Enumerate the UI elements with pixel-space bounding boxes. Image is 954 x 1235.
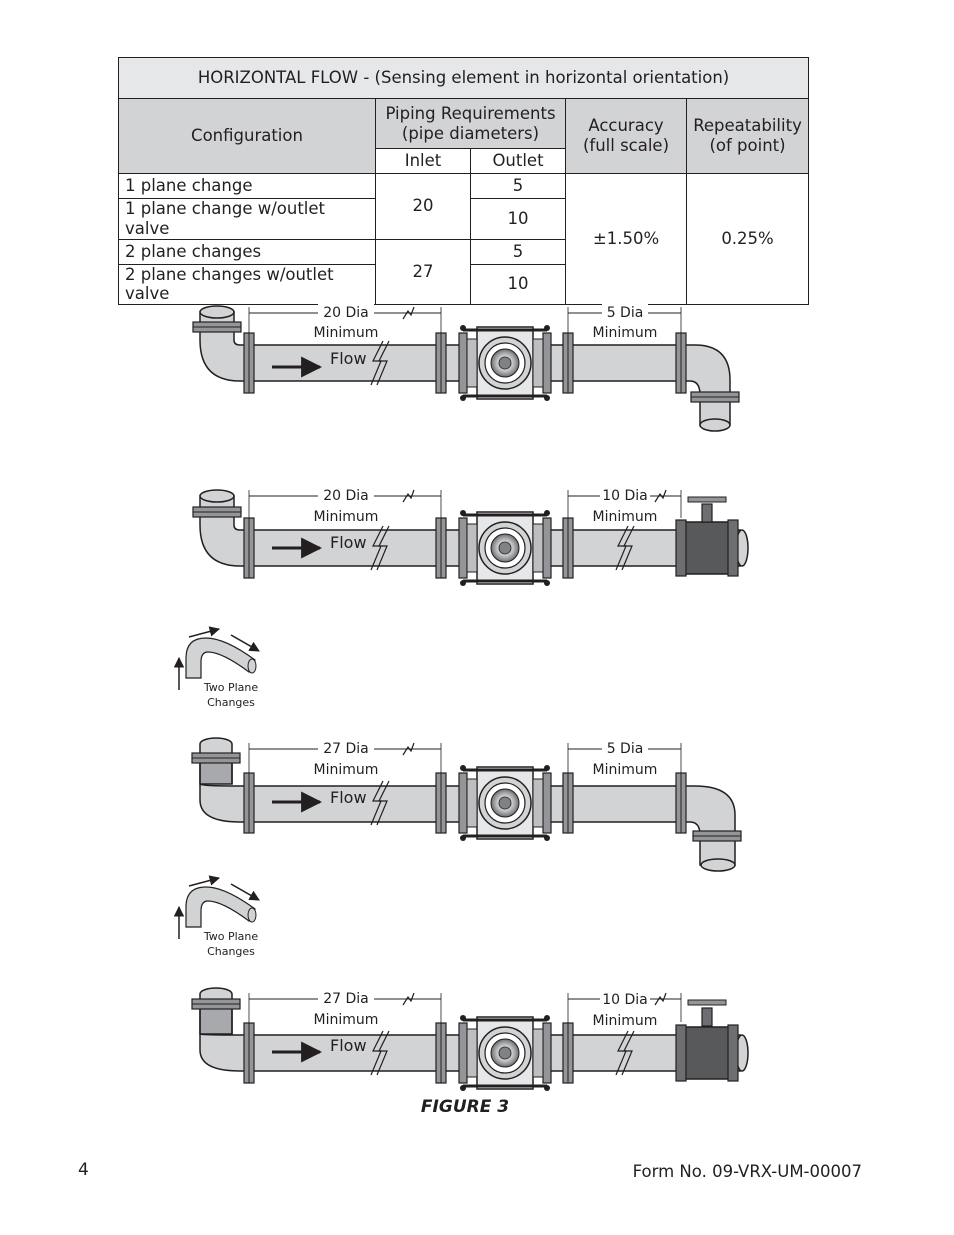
header-configuration: Configuration — [119, 99, 376, 174]
inlet-minimum-label: Minimum — [313, 1012, 379, 1028]
header-accuracy-line1: Accuracy — [588, 116, 664, 136]
header-accuracy-line2: (full scale) — [582, 136, 670, 155]
flow-label: Flow — [330, 788, 367, 807]
repeatability-value: 0.25% — [687, 174, 809, 305]
two-plane-changes-icon — [179, 878, 259, 958]
diagram-2-plane-changes — [192, 738, 741, 871]
inlet-dimension-label: 27 Dia — [323, 991, 369, 1007]
inlet-dimension-label: 20 Dia — [323, 305, 369, 321]
inlet-dimension-label: 27 Dia — [323, 741, 369, 757]
header-repeatability-line2: (of point) — [709, 136, 786, 155]
row-outlet: 5 — [471, 174, 566, 199]
row-outlet: 10 — [471, 199, 566, 240]
header-inlet: Inlet — [376, 149, 471, 174]
outlet-dimension-label: 5 Dia — [606, 305, 644, 321]
outlet-minimum-label: Minimum — [592, 762, 658, 778]
two-plane-label-line1: Two Plane — [203, 681, 259, 694]
inlet-minimum-label: Minimum — [313, 509, 379, 525]
flow-label: Flow — [330, 349, 367, 368]
diagram-1-plane-change — [193, 304, 739, 431]
header-piping-line2: (pipe diameters) — [401, 123, 540, 143]
diagram-1-plane-change-outlet-valve — [193, 487, 748, 586]
row-configuration: 1 plane change w/outlet valve — [119, 199, 376, 240]
inlet-minimum-label: Minimum — [313, 762, 379, 778]
diagram-2-plane-changes-outlet-valve — [192, 988, 748, 1091]
two-plane-label-line1: Two Plane — [203, 930, 259, 943]
inlet-minimum-label: Minimum — [313, 325, 379, 341]
outlet-dimension-label: 10 Dia — [602, 992, 648, 1008]
accuracy-value: ±1.50% — [566, 174, 687, 305]
inlet-dimension-label: 20 Dia — [323, 488, 369, 504]
header-piping-line1: Piping Requirements — [385, 103, 556, 123]
header-outlet: Outlet — [471, 149, 566, 174]
row-configuration: 2 plane changes — [119, 239, 376, 264]
two-plane-changes-icon — [179, 629, 259, 709]
table-title: HORIZONTAL FLOW - (Sensing element in horizontal orientation) — [119, 58, 809, 99]
outlet-minimum-label: Minimum — [592, 1013, 658, 1029]
two-plane-label-line2: Changes — [207, 696, 255, 709]
outlet-valve-icon — [676, 497, 738, 576]
flow-label: Flow — [330, 533, 367, 552]
row-configuration: 1 plane change — [119, 174, 376, 199]
two-plane-label-line2: Changes — [207, 945, 255, 958]
row-outlet: 5 — [471, 239, 566, 264]
flow-label: Flow — [330, 1036, 367, 1055]
row-inlet: 27 — [376, 239, 471, 305]
row-inlet: 20 — [376, 174, 471, 240]
outlet-minimum-label: Minimum — [592, 509, 658, 525]
outlet-minimum-label: Minimum — [592, 325, 658, 341]
form-number: Form No. 09-VRX-UM-00007 — [632, 1162, 862, 1181]
page-number: 4 — [78, 1160, 89, 1180]
header-repeatability-line1: Repeatability — [693, 116, 802, 136]
outlet-dimension-label: 5 Dia — [606, 741, 644, 757]
row-outlet: 10 — [471, 264, 566, 305]
outlet-dimension-label: 10 Dia — [602, 488, 648, 504]
outlet-valve-icon — [676, 1000, 738, 1081]
figure-caption: FIGURE 3 — [420, 1097, 510, 1117]
row-configuration: 2 plane changes w/outlet valve — [119, 264, 376, 305]
